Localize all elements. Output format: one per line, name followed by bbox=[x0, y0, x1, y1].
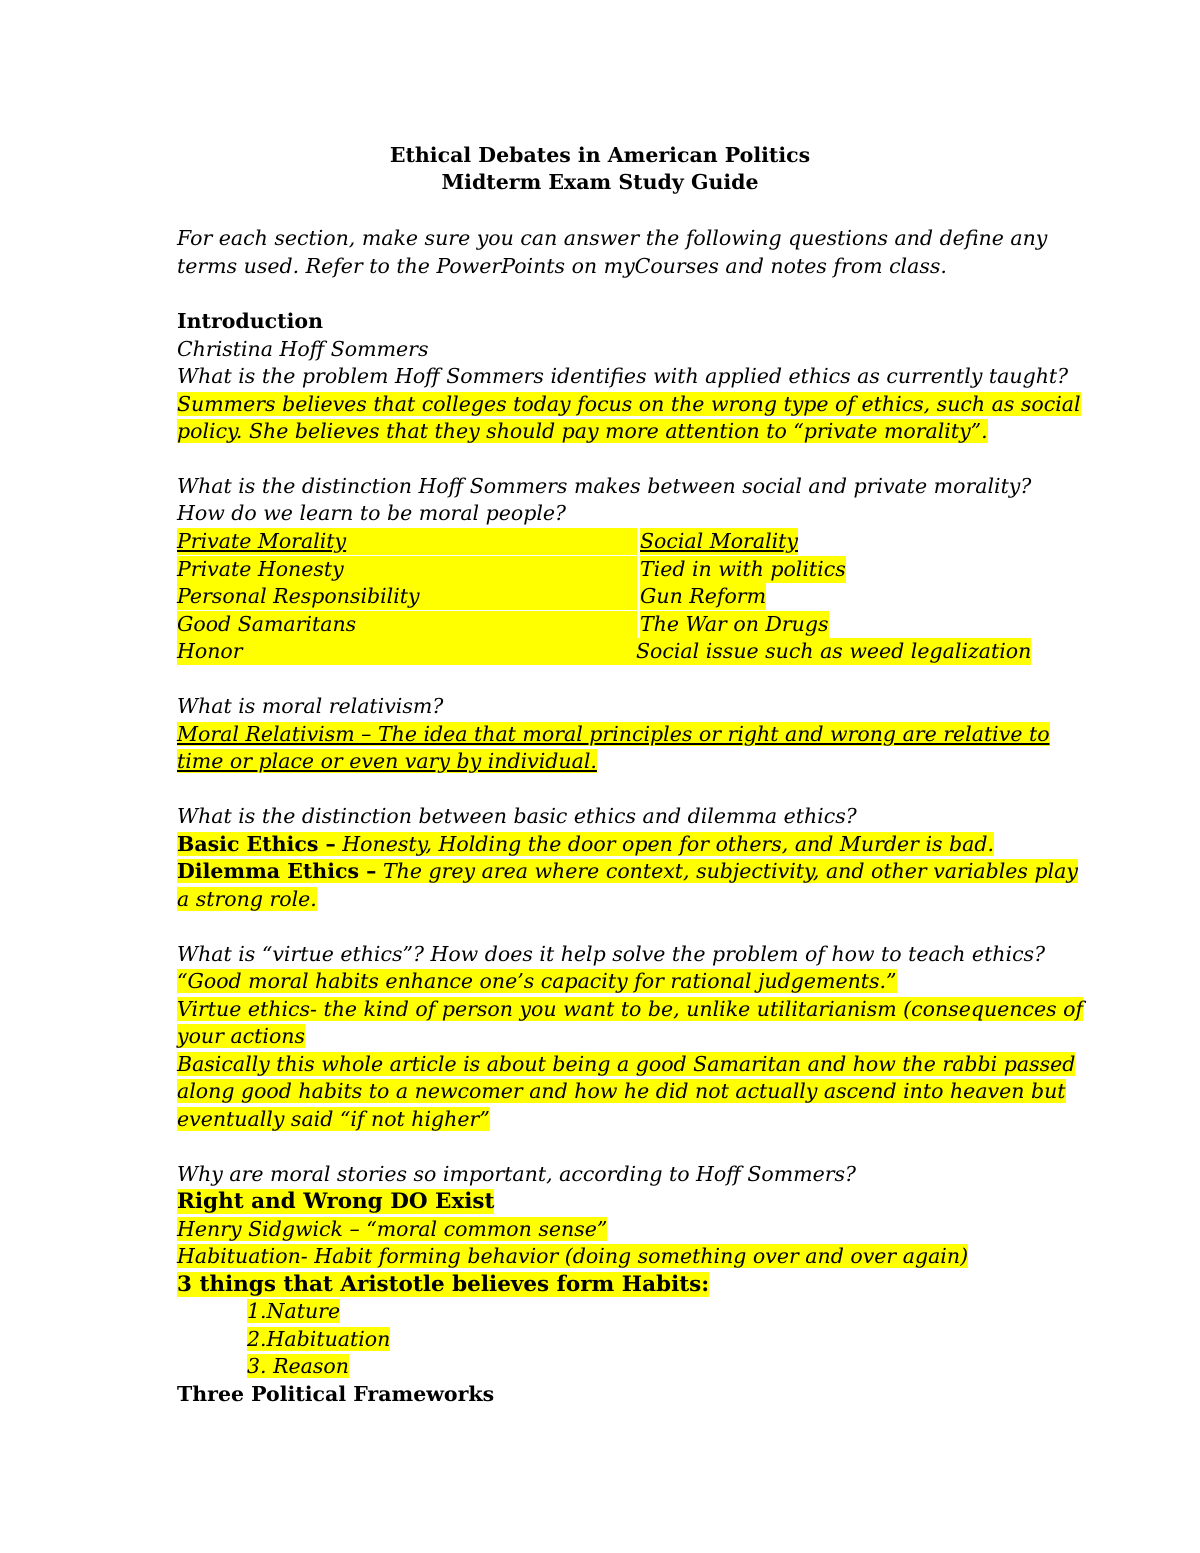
private-item: Personal Responsibility bbox=[177, 583, 637, 610]
list-item: 3. Reason bbox=[247, 1354, 349, 1378]
social-item: Tied in with politics bbox=[640, 557, 846, 581]
social-column-header: Social Morality bbox=[640, 529, 799, 553]
answer-text: your actions bbox=[177, 1024, 306, 1048]
answer-text: Virtue ethics- the kind of person you want to be, unlike utilitarianism (consequences of bbox=[177, 997, 1084, 1021]
private-column-header: Private Morality bbox=[177, 529, 347, 553]
social-item: The War on Drugs bbox=[640, 612, 829, 636]
answer-text: time or place or even vary by individual. bbox=[177, 749, 597, 773]
section-heading-introduction: Introduction bbox=[177, 309, 323, 333]
term-basic-ethics: Basic Ethics – bbox=[177, 832, 336, 856]
answer-text: Henry Sidgwick – “moral common sense” bbox=[177, 1217, 608, 1241]
question: What is “virtue ethics”? How does it help solve the problem of how to teach ethics? bbox=[177, 942, 1046, 966]
author-name: Christina Hoff Sommers bbox=[177, 337, 429, 361]
answer-text: along good habits to a newcomer and how he did not actually ascend into heaven but bbox=[177, 1079, 1066, 1103]
answer-text: policy. She believes that they should pay more attention to “private morality”. bbox=[177, 419, 988, 443]
list-heading: 3 things that Aristotle believes form Habits: bbox=[177, 1272, 710, 1297]
definition-text: The grey area where context, subjectivity, and other variables play bbox=[382, 859, 1078, 883]
private-item: Private Honesty bbox=[177, 556, 637, 583]
question: What is the distinction Hoff Sommers makes between social and private morality? bbox=[177, 474, 1032, 498]
question: Why are moral stories so important, according to Hoff Sommers? bbox=[177, 1162, 857, 1186]
definition-text: Honesty, Holding the door open for others, and Murder is bad. bbox=[342, 832, 995, 856]
answer-text: Habituation- Habit forming behavior (doing something over and over again) bbox=[177, 1244, 969, 1268]
question: What is the problem Hoff Sommers identifies with applied ethics as currently taught? bbox=[177, 364, 1069, 388]
answer-text: Basically this whole article is about being a good Samaritan and how the rabbi passed bbox=[177, 1052, 1076, 1076]
private-item: Good Samaritans bbox=[177, 611, 637, 638]
answer-quote: “Good moral habits enhance one’s capacity for rational judgements.” bbox=[177, 969, 897, 993]
document-subtitle: Midterm Exam Study Guide bbox=[441, 170, 759, 194]
question: What is moral relativism? bbox=[177, 694, 444, 718]
term-dilemma-ethics: Dilemma Ethics – bbox=[177, 859, 377, 883]
answer-text: Summers believes that colleges today focus on the wrong type of ethics, such as social bbox=[177, 392, 1081, 416]
answer-heading: Right and Wrong DO Exist bbox=[177, 1189, 495, 1214]
social-item: Gun Reform bbox=[640, 584, 767, 608]
list-item: 2.Habituation bbox=[247, 1327, 391, 1351]
private-item: Honor bbox=[177, 638, 637, 665]
instructions-line: For each section, make sure you can answer the following questions and define any bbox=[177, 226, 1048, 250]
definition-text: a strong role. bbox=[177, 887, 317, 911]
section-heading-political-frameworks: Three Political Frameworks bbox=[177, 1382, 495, 1406]
answer-text: eventually said “if not higher” bbox=[177, 1107, 490, 1131]
social-item: Social issue such as weed legalization bbox=[636, 639, 1032, 663]
document-title: Ethical Debates in American Politics bbox=[389, 143, 811, 167]
answer-text: Moral Relativism – The idea that moral principles or right and wrong are relative to bbox=[177, 722, 1050, 746]
question: How do we learn to be moral people? bbox=[177, 501, 567, 525]
question: What is the distinction between basic ethics and dilemma ethics? bbox=[177, 804, 857, 828]
instructions-line: terms used. Refer to the PowerPoints on myCourses and notes from class. bbox=[177, 254, 947, 278]
list-item: 1.Nature bbox=[247, 1299, 341, 1323]
